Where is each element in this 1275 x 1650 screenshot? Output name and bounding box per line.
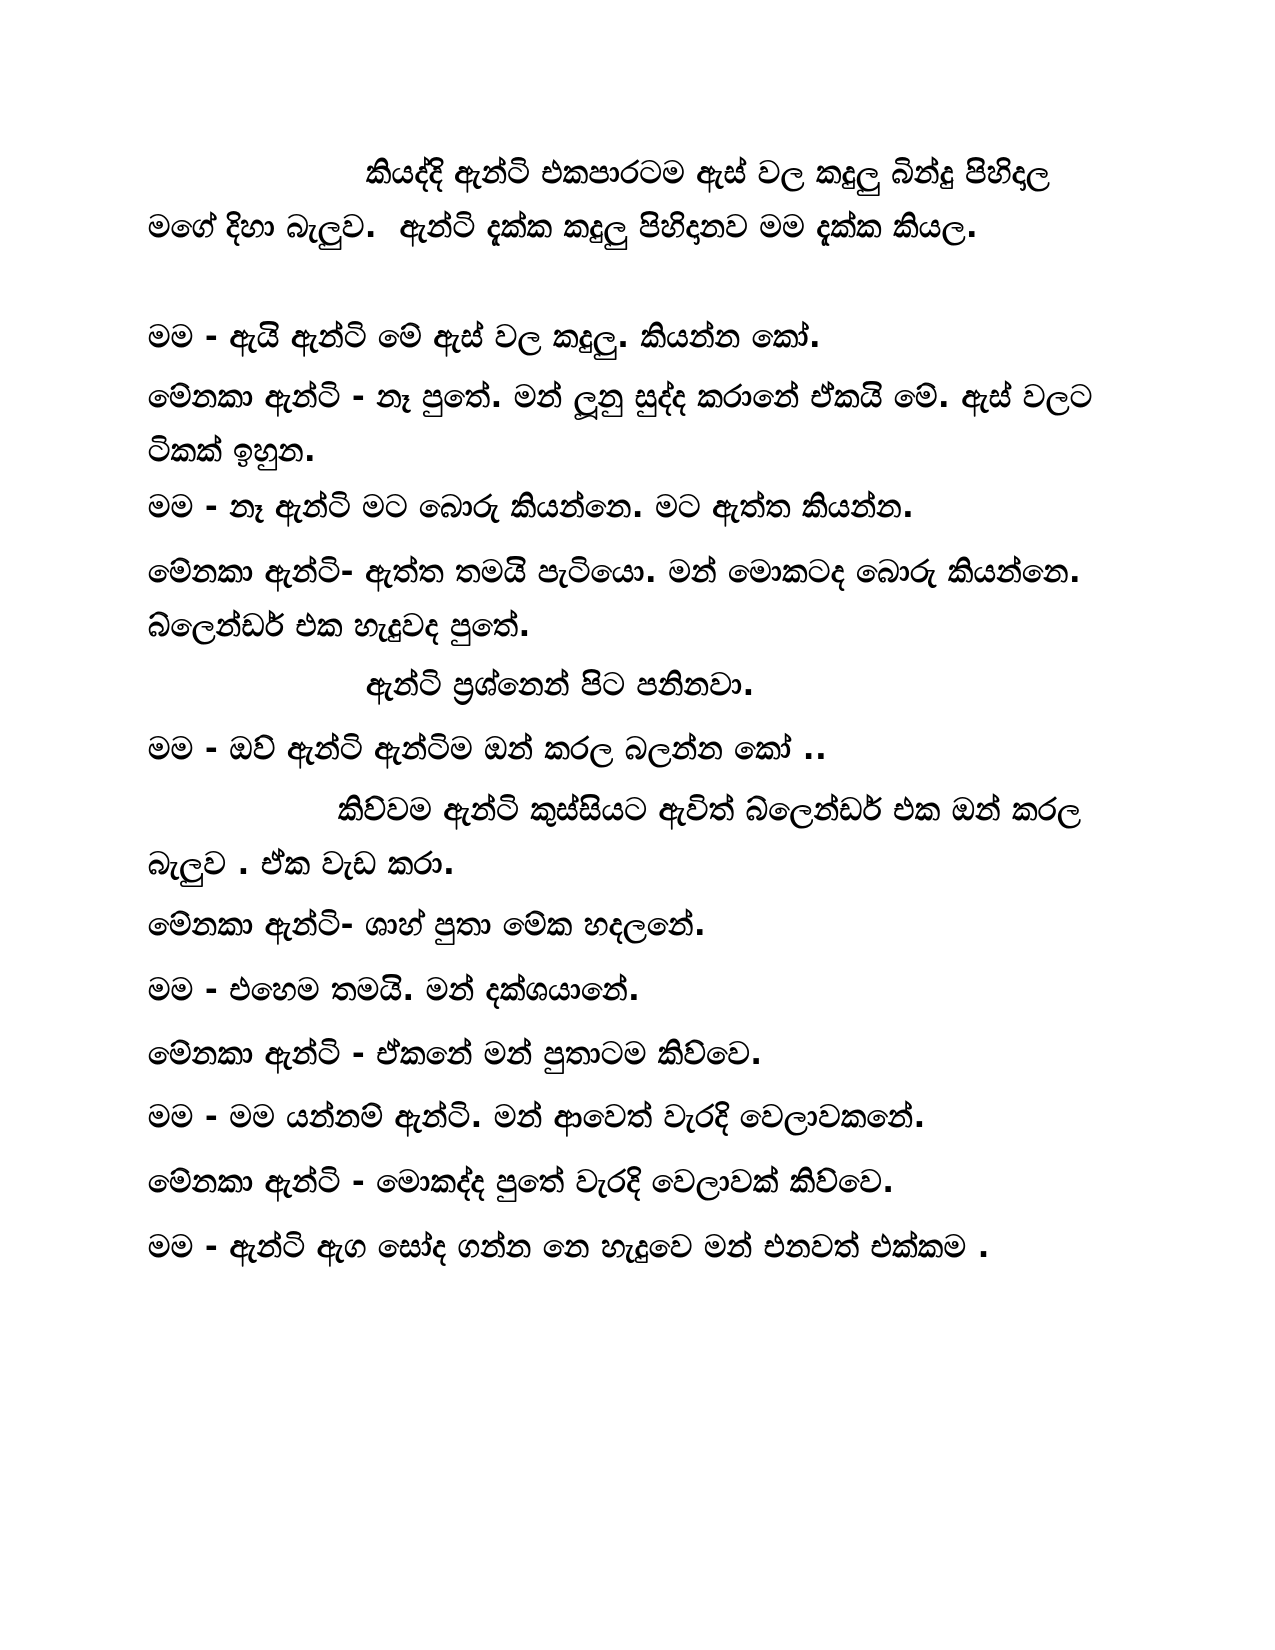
- paragraph-8: කිව්වම ඇන්ටි කුස්සියට ඇවිත් බ්ලෙන්ඩර් එක ඔන් කරල බැලුව . ඒක වැඩ කරා.: [148, 792, 1093, 882]
- paragraph-11: මේනකා ඇන්ටි - ඒකනේ මන් පුතාටම කිව්වෙ.: [148, 1036, 763, 1072]
- paragraph-6: ඇන්ටි ප්‍රශ්නෙන් පිට පනිනවා.: [366, 667, 755, 703]
- paragraph-13: මේනකා ඇන්ටි - මොකද්ද පුතේ වැරදි වෙලාවක් කිව්වෙ.: [148, 1164, 895, 1200]
- paragraph-5: මේනකා ඇන්ටි- ඇත්ත තමයි පැටියො. මන් මොකටද බොරු කියන්නෙ. බ්ලෙන්ඩර් එක හැදුවද පුතේ.: [148, 554, 1093, 644]
- paragraph-9: මේනකා ඇන්ටි- ශාහ් පුතා මේක හදලනේ.: [148, 907, 707, 943]
- paragraph-14: මම - ඇන්ටි ඇග සෝද ගන්න නෙ හැදුවෙ මන් එනවත් එක්කම .: [148, 1229, 990, 1265]
- paragraph-4: මම - නෑ ඇන්ටි මට බොරු කියන්නෙ. මට ඇත්ත කියන්න.: [148, 489, 915, 525]
- paragraph-7: මම - ඔව් ඇන්ටි ඇන්ටිම ඔන් කරල බලන්න කෝ ..: [148, 731, 828, 767]
- paragraph-12: මම - මම යන්නම් ඇන්ටි. මන් ආවෙත් වැරදි වෙලාවකනේ.: [148, 1099, 926, 1135]
- paragraph-3: මේනකා ඇන්ටි - නෑ පුතේ. මන් ලූනු සුද්ද කරානේ ඒකයි මේ. ඇස් වලට ටිකක් ඉහුන.: [148, 379, 1105, 469]
- paragraph-2: මම - ඇයි ඇන්ටි මේ ඇස් වල කදුලු. කියන්න කෝ.: [148, 319, 822, 355]
- paragraph-1: කියද්දි ඇන්ටි එකපාරටම ඇස් වල කදුලු බින්දු පිහිදාල මගේ දිහා බැලුව. ඇන්ටි දැක්ක කදුලු පිහිදානව මම දැක්ක කියල.: [148, 155, 1062, 245]
- paragraph-10: මම - එහෙම තමයි. මන් දක්ශයානේ.: [148, 972, 641, 1008]
